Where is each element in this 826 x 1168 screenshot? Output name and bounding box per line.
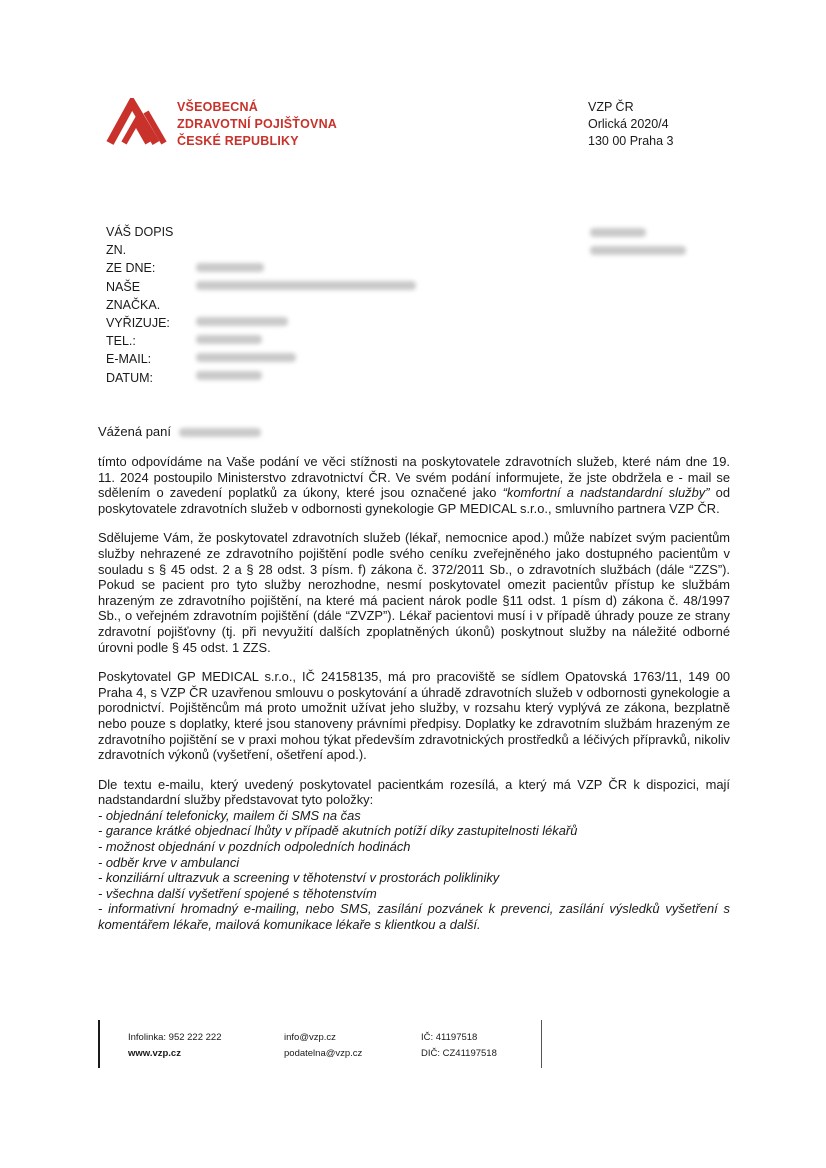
footer-contact xyxy=(128,1030,222,1062)
vzp-logo-icon xyxy=(106,98,168,146)
meta-label: ZN. xyxy=(106,243,127,258)
quoted-term: “komfortní a nadstandardní služby” xyxy=(502,485,710,501)
salutation xyxy=(98,424,261,439)
meta-label: ZE DNE: xyxy=(106,261,156,276)
paragraph xyxy=(98,454,730,516)
address-line: VZP ČR xyxy=(588,100,634,114)
reference-block xyxy=(106,223,173,387)
vat-id: DIČ: CZ41197518 xyxy=(421,1048,497,1059)
list-item: - garance krátké objednací lhůty v případě akutních potíží díky zastupitelnosti lékařů xyxy=(98,823,578,839)
paragraph xyxy=(98,777,730,808)
redacted-value xyxy=(196,335,262,344)
footer-divider xyxy=(98,1020,100,1068)
paragraph-text: Dle textu e-mailu, který uvedený poskytovatel pacientkám rozesílá, a který má VZP ČR k dispozici, mají nadstandardní služby představovat tyto položky: xyxy=(98,776,730,808)
redacted-name xyxy=(179,428,261,437)
paragraph: Poskytovatel GP MEDICAL s.r.o., IČ 24158135, má pro pracoviště se sídlem Opatovská 1763/11, 149 00 Praha 4, s VZP ČR uzavřenou smlouvu o poskytování a úhradě zdravotních služeb v odbornosti gynekologie a porodnictví. Pojištěncům má proto umožnit užívat jeho služby, v rozsahu který vyplývá ze zákona, bezplatně nebo pouze s doplatky, které jsou stanoveny právními předpisy. Doplatky ke zdravotním službám hrazeným ze zdravotního pojištění se v praxi mohou týkat především zdravotnických prostředků a léčivých přípravků, nikoliv zdravotních výkonů (vyšetření, ošetření apod.). xyxy=(98,669,730,763)
insurer-name-line: ČESKÉ REPUBLIKY xyxy=(177,134,299,148)
redacted-value xyxy=(196,353,296,362)
insurer-name xyxy=(177,99,337,150)
email-link[interactable]: info@vzp.cz xyxy=(284,1032,336,1043)
list-item: - konziliární ultrazvuk a screening v těhotenství v prostorách polikliniky xyxy=(98,870,500,886)
redacted-recipient xyxy=(590,246,686,255)
company-id: IČ: 41197518 xyxy=(421,1032,478,1043)
letter-body xyxy=(98,454,730,933)
meta-label: ZNAČKA. xyxy=(106,297,161,312)
meta-label: E-MAIL: xyxy=(106,352,152,367)
redacted-value xyxy=(196,371,262,380)
address-line: Orlická 2020/4 xyxy=(588,117,669,131)
meta-label: DATUM: xyxy=(106,370,153,385)
footer xyxy=(0,1020,826,1080)
paragraph-text: od poskytovatele zdravotních služeb v odbornosti gynekologie GP MEDICAL s.r.o., smluvního partnera VZP ČR. xyxy=(98,485,730,516)
redacted-value xyxy=(196,281,416,290)
address-line: 130 00 Praha 3 xyxy=(588,134,674,148)
list-item: - všechna další vyšetření spojené s těhotenstvím xyxy=(98,885,377,901)
salutation-text: Vážená paní xyxy=(98,424,172,439)
redacted-value xyxy=(196,317,288,326)
paragraph-text: tímto odpovídáme na Vaše podání ve věci stížnosti na poskytovatele zdravotních služeb, které nám dne 19. 11. 2024 postoupilo Ministerstvo zdravotnictví ČR. Ve svém podání informujete, že jste obdržela e - mail se sdělením o zavedení poplatků za úkony, které jsou označené jako xyxy=(98,454,730,501)
paragraph: Sdělujeme Vám, že poskytovatel zdravotních služeb (lékař, nemocnice apod.) může nabízet svým pacientům služby nehrazené ze zdravotního pojištění podle svého ceníku zveřejněného jako dostupného pacientům v souladu s § 45 odst. 2 a § 28 odst. 3 písm. f) zákona č. 372/2011 Sb., o zdravotních službách (dále “ZZS”). Pokud se pacient pro tyto služby nerozhodne, nesmí poskytovatel omezit pacientův přístup ke službám hrazeným ze zdravotního pojištění, na které má pacient nárok podle §11 odst. 1 písm d) zákona č. 48/1997 Sb., o veřejném zdravotním pojištění (dále “ZVZP”). Lékař pacientovi musí i v případě úhrady pouze ze strany zdravotní pojišťovny (tj. při nevyužití dalších zpoplatněných úkonů) poskytnout služby na náležité odborné úrovni podle § 45 odst. 1 ZZS. xyxy=(98,530,730,655)
list-item: - odběr krve v ambulanci xyxy=(98,854,240,870)
insurer-name-line: VŠEOBECNÁ xyxy=(177,100,258,114)
insurer-name-line: ZDRAVOTNÍ POJIŠŤOVNA xyxy=(177,117,338,131)
redacted-value xyxy=(196,263,264,272)
footer-email xyxy=(284,1030,362,1062)
list-item: - možnost objednání v pozdních odpoledních hodinách xyxy=(98,839,411,855)
website-link[interactable]: www.vzp.cz xyxy=(128,1048,181,1059)
sender-address xyxy=(588,99,674,150)
meta-label: VYŘIZUJE: xyxy=(106,316,170,331)
meta-label: VÁŠ DOPIS xyxy=(106,225,174,239)
meta-label: TEL.: xyxy=(106,334,136,349)
email-link[interactable]: podatelna@vzp.cz xyxy=(284,1048,363,1059)
hotline: Infolinka: 952 222 222 xyxy=(128,1032,222,1043)
redacted-recipient xyxy=(590,228,646,237)
list-item: - objednání telefonicky, mailem či SMS na čas xyxy=(98,807,361,823)
services-list xyxy=(98,808,730,933)
meta-label: NAŠE xyxy=(106,279,141,294)
footer-ids xyxy=(421,1030,497,1062)
list-item: - informativní hromadný e-mailing, nebo SMS, zasílání pozvánek k prevenci, zasílání výsledků vyšetření s komentářem lékaře, mailová komunikace lékaře s klientkou a další. xyxy=(98,901,730,933)
footer-divider xyxy=(541,1020,542,1068)
